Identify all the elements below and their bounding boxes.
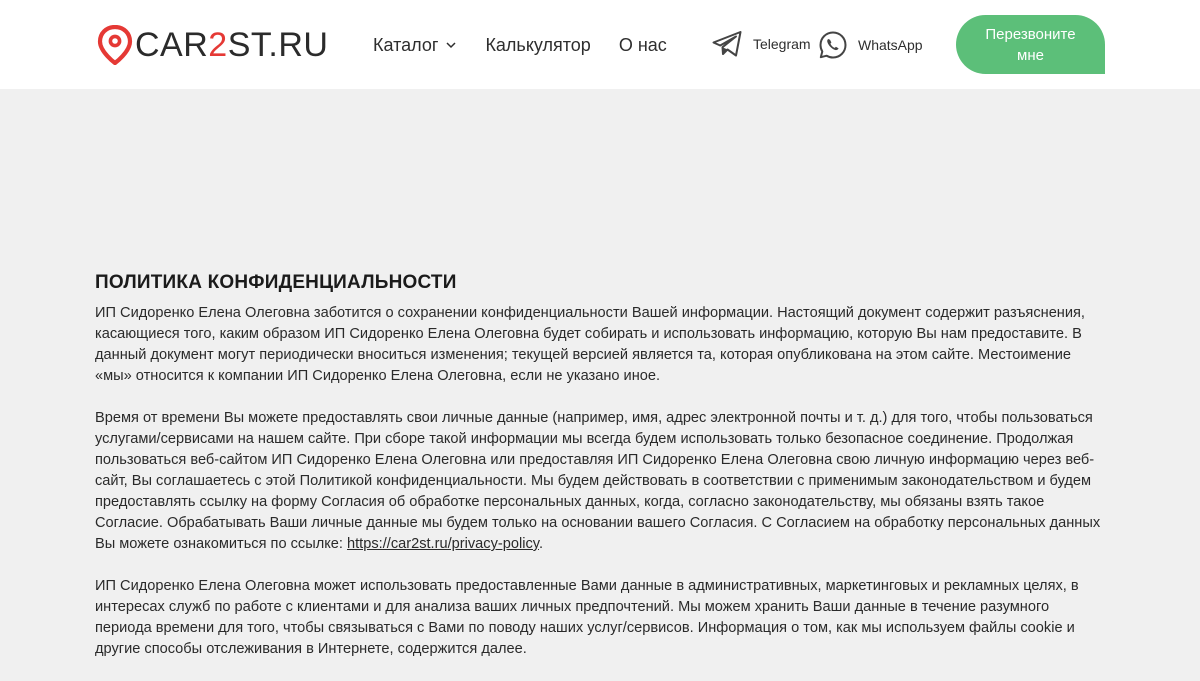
main-nav bbox=[373, 34, 667, 56]
logo-text-car: CAR bbox=[135, 26, 209, 64]
callback-button[interactable]: Перезвоните мне bbox=[956, 15, 1105, 74]
chevron-down-icon bbox=[445, 39, 457, 51]
page-title: ПОЛИТИКА КОНФИДЕНЦИАЛЬНОСТИ bbox=[95, 272, 457, 293]
nav-item-catalog-label: Каталог bbox=[373, 35, 439, 55]
logo-wordmark bbox=[135, 25, 328, 65]
whatsapp-icon bbox=[818, 30, 848, 60]
logo-text-stru: ST.RU bbox=[227, 26, 329, 64]
privacy-policy-link[interactable]: https://car2st.ru/privacy-policy bbox=[347, 536, 539, 552]
policy-paragraph-2-text: Время от времени Вы можете предоставлять свои личные данные (например, имя, адрес электронной почты и т. д.) для того, чтобы пользоваться услугами/сервисами на нашем сайте. При сборе такой информации мы всегда будем использовать только безопасное соединение. Продолжая пользоваться веб-сайтом ИП Сидоренко Елена Олеговна или предоставляя ИП Сидоренко Елена Олеговна свою личную информацию через веб-сайт, Вы соглашаетесь с этой Политикой конфиденциальности. Мы будем действовать в соответствии с применимым законодательством и будем предоставлять ссылку на форму Согласия об обработке персональных данных, когда, согласно законодательству, мы обязаны взять такое Согласие. Обрабатывать Ваши личные данные мы будем только на основании вашего Согласия. С Согласием на обработку персональных данных Вы можете ознакомиться по ссылке: bbox=[95, 410, 1101, 552]
location-pin-logo-icon bbox=[97, 25, 133, 65]
site-header bbox=[0, 0, 1200, 89]
telegram-icon bbox=[712, 30, 743, 58]
telegram-label: Telegram bbox=[753, 36, 811, 52]
policy-paragraph-2 bbox=[95, 408, 1107, 555]
policy-paragraph-1: ИП Сидоренко Елена Олеговна заботится о сохранении конфиденциальности Вашей информации. Настоящий документ содержит разъяснения, касающиеся того, каким образом ИП Сидоренко Елена Олеговна будет собирать и использовать информацию, которую Вы нам предоставите. В данный документ могут периодически вноситься изменения; текущей версией является та, которая опубликована на этом сайте. Местоимение «мы» относится к компании ИП Сидоренко Елена Олеговна, если не указано иное. bbox=[95, 305, 1085, 384]
privacy-policy-content bbox=[95, 271, 1107, 681]
policy-paragraph-3: ИП Сидоренко Елена Олеговна может использовать предоставленные Вами данные в административных, маркетинговых и рекламных целях, в интересах служб по работе с клиентами и для анализа ваших личных предпочтений. Мы можем хранить Ваши данные в течение разумного периода времени для того, чтобы связываться с Вами по поводу наших услуг/сервисов. Информация о том, как мы используем файлы cookie и другие способы отслеживания в Интернете, содержится далее. bbox=[95, 578, 1079, 657]
policy-paragraph-2-end: . bbox=[538, 536, 544, 552]
nav-item-catalog[interactable] bbox=[373, 34, 457, 56]
telegram-link[interactable] bbox=[712, 30, 811, 58]
whatsapp-link[interactable] bbox=[818, 30, 923, 60]
logo-text-2: 2 bbox=[208, 26, 228, 64]
whatsapp-label: WhatsApp bbox=[858, 37, 923, 53]
nav-item-calculator[interactable]: Калькулятор bbox=[485, 35, 591, 55]
site-logo[interactable] bbox=[97, 25, 328, 65]
nav-item-about[interactable]: О нас bbox=[618, 35, 667, 55]
